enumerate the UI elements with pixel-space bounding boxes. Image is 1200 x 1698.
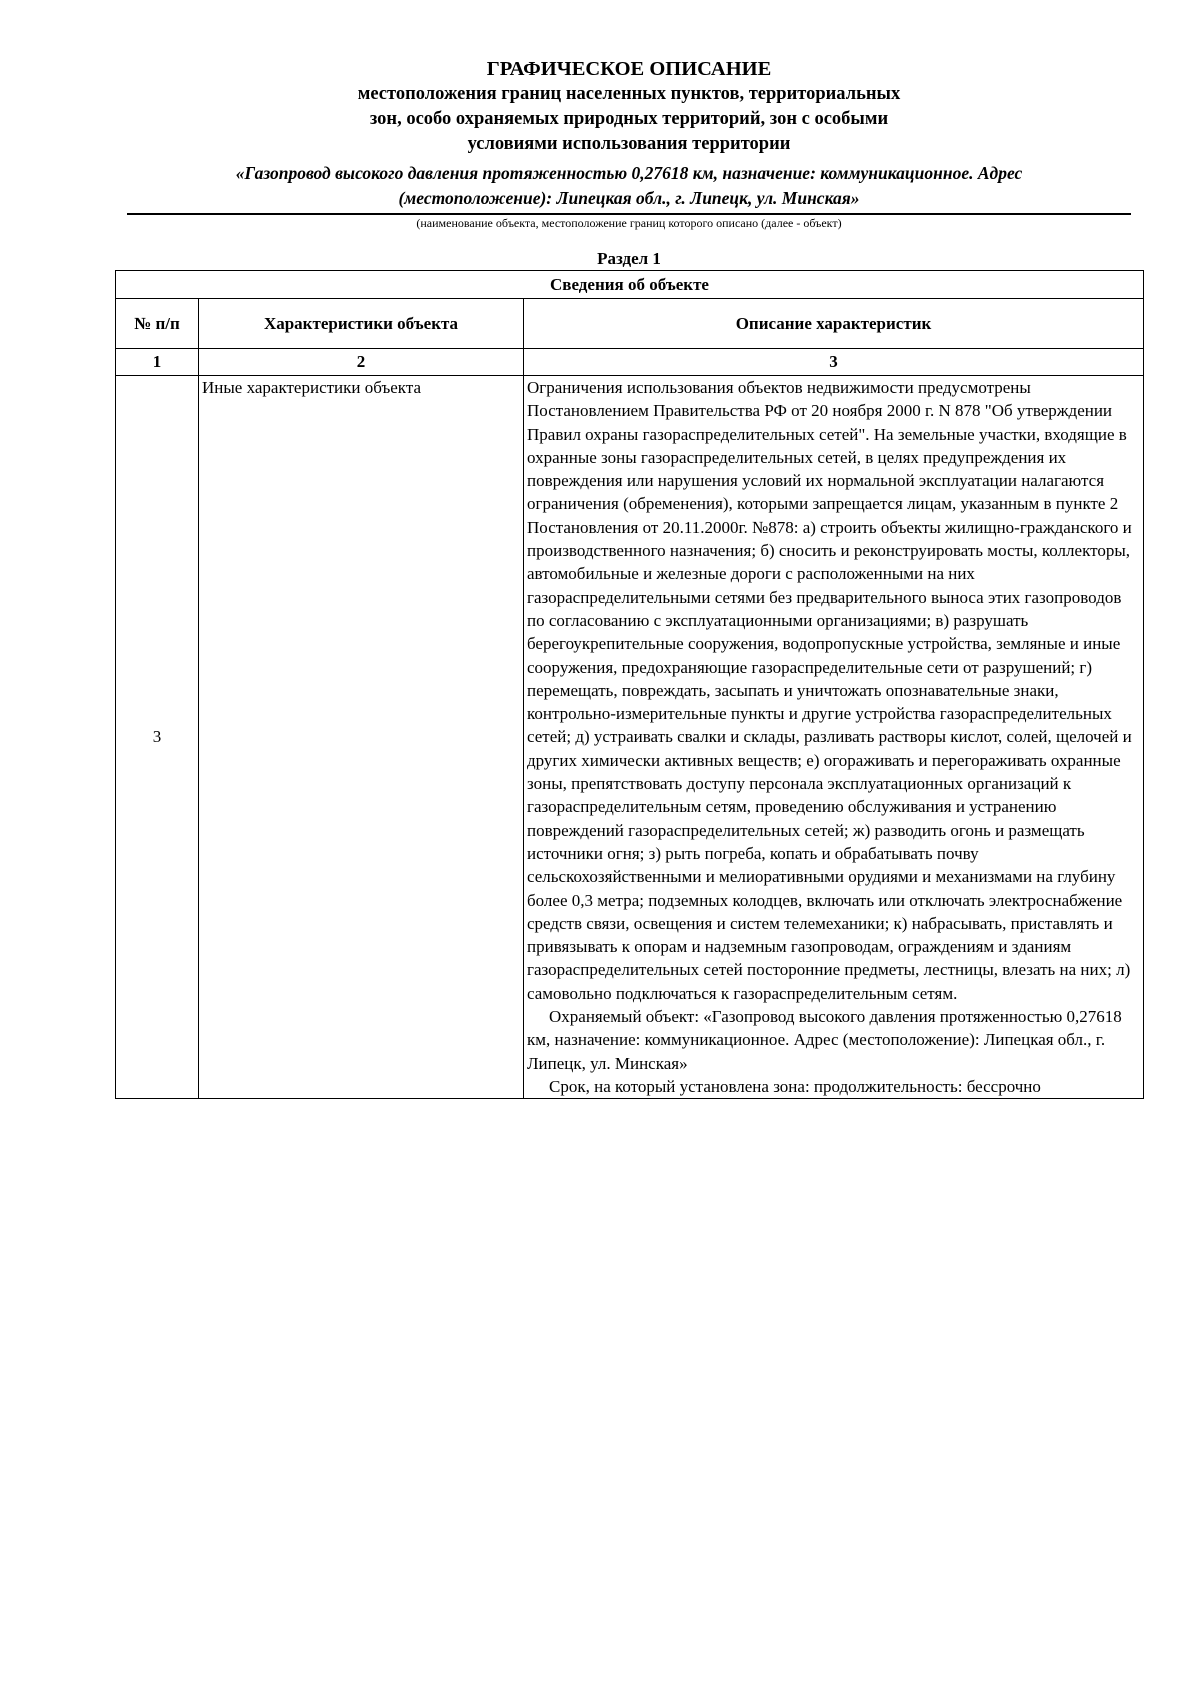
column-header-description: Описание характеристик (524, 299, 1144, 349)
description-zone-term: Срок, на который установлена зона: продолжительность: бессрочно (549, 1076, 1041, 1096)
table-row (116, 376, 1144, 1099)
section-title: Раздел 1 (597, 249, 661, 268)
column-header-characteristics: Характеристики объекта (199, 299, 524, 349)
object-name-line-2: (местоположение): Липецкая обл., г. Липецк, ул. Минская» (398, 188, 860, 208)
column-number-1: 1 (116, 349, 199, 376)
row-description (524, 376, 1144, 1099)
document-subtitle-line-1: местоположения границ населенных пунктов, территориальных (357, 84, 901, 104)
table-caption-row (116, 271, 1144, 299)
column-number-2: 2 (199, 349, 524, 376)
object-name-line-1: «Газопровод высокого давления протяженностью 0,27618 км, назначение: коммуникационное. Адрес (235, 163, 1023, 183)
object-name-underline (127, 213, 1131, 215)
row-characteristic: Иные характеристики объекта (199, 376, 524, 1099)
object-name-caption: (наименование объекта, местоположение границ которого описано (далее - объект) (416, 216, 842, 230)
table-caption: Сведения об объекте (116, 271, 1144, 299)
document-title: ГРАФИЧЕСКОЕ ОПИСАНИЕ (486, 58, 772, 80)
description-restrictions: Ограничения использования объектов недвижимости предусмотрены Постановлением Правительства РФ от 20 ноября 2000 г. N 878 "Об утверждении Правил охраны газораспределительных сетей". На земельные участки, входящие в охранные зоны газораспределительных сетей, в целях предупреждения их повреждения или нарушения условий их нормальной эксплуатации налагаются ограничения (обременения), которыми запрещается лицам, указанным в пункте 2 Постановления от 20.11.2000г. №878: а) строить объекты жилищно-гражданского и производственного назначения; б) сносить и реконструировать мосты, коллекторы, автомобильные и железные дороги с расположенными на них газораспределительными сетями без предварительного выноса этих газопроводов по согласованию с эксплуатационными организациями; в) разрушать берегоукрепительные сооружения, водопропускные устройства, земляные и иные сооружения, предохраняющие газораспределительные сети от разрушений; г) перемещать, повреждать, засыпать и уничтожать опознавательные знаки, контрольно-измерительные пункты и другие устройства газораспределительных сетей; д) устраивать свалки и склады, разливать растворы кислот, солей, щелочей и других химически активных веществ; е) огораживать и перегораживать охранные зоны, препятствовать доступу персонала эксплуатационных организаций к газораспределительным сетям, проведению обслуживания и устранению повреждений газораспределительных сетей; ж) разводить огонь и размещать источники огня; з) рыть погреба, копать и обрабатывать почву сельскохозяйственными и мелиоративными орудиями и механизмами на глубину более 0,3 метра; подземных колодцев, включать или отключать электроснабжение средств связи, освещения и систем телемеханики; к) набрасывать, приставлять и привязывать к опорам и надземным газопроводам, ограждениям и зданиям газораспределительных сетей посторонние предметы, лестницы, влезать на них; л) самовольно подключаться к газораспределительным сетям. (527, 378, 1132, 1003)
description-protected-object: Охраняемый объект: «Газопровод высокого давления протяженностью 0,27618 км, назначение: коммуникационное. Адрес (местоположение): Липецкая обл., г. Липецк, ул. Минская» (527, 1007, 1122, 1073)
document-subtitle-line-3: условиями использования территории (467, 134, 791, 154)
column-header-number: № п/п (116, 299, 199, 349)
document-header (130, 56, 1128, 211)
column-number-row (116, 349, 1144, 376)
object-name (130, 161, 1128, 211)
document-subtitle-line-2: зон, особо охраняемых природных территорий, зон с особыми (369, 109, 889, 129)
column-number-3: 3 (524, 349, 1144, 376)
row-number: 3 (116, 376, 199, 1099)
object-info-table (115, 270, 1144, 1099)
table-header-row (116, 299, 1144, 349)
